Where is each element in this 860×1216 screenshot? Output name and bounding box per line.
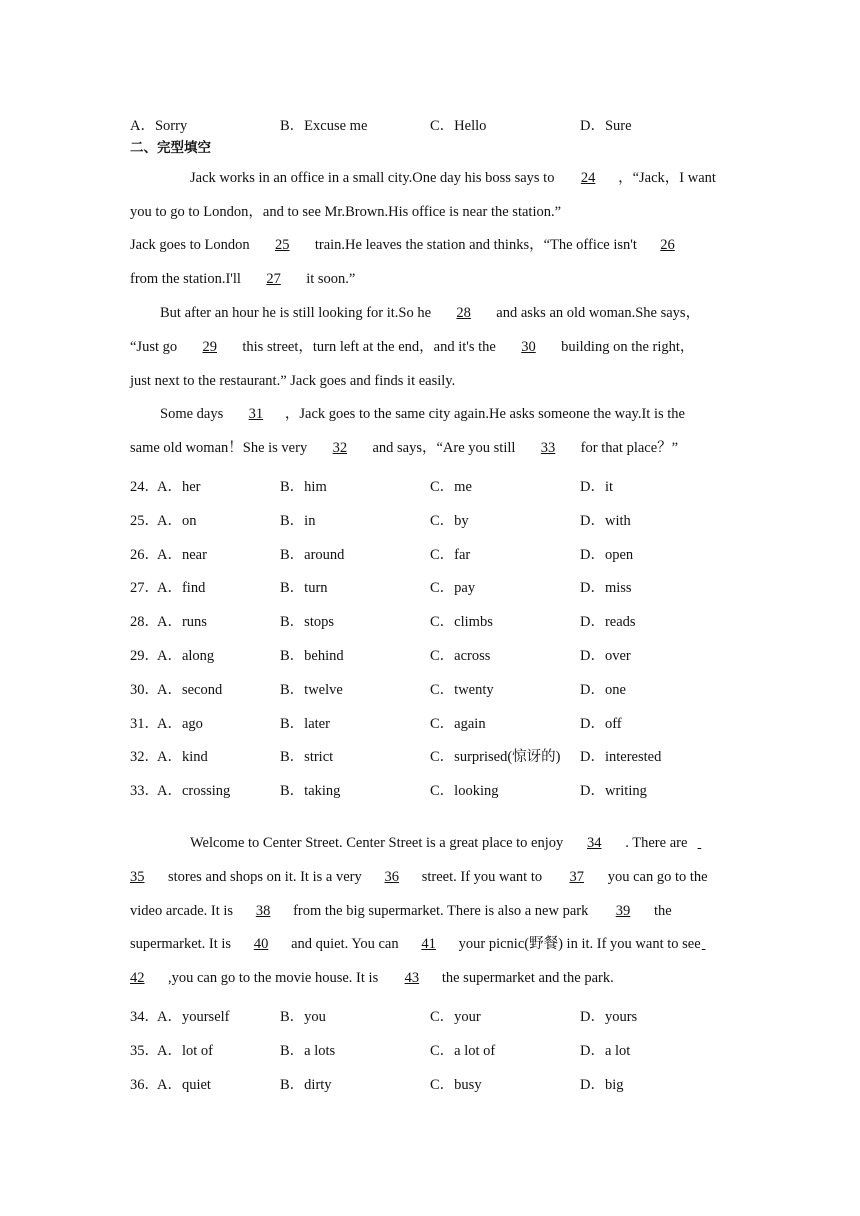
question-number: 34． [130, 1009, 159, 1025]
option-c: C．climbs [430, 614, 493, 630]
passage1-line-9 [130, 441, 678, 456]
option-a: A．lot of [157, 1043, 213, 1059]
option-a: A．runs [157, 614, 207, 630]
option-b: B．strict [280, 749, 334, 765]
blank-26: 26 [660, 237, 675, 253]
option-c: C．a lot of [430, 1043, 496, 1059]
question-row [130, 576, 770, 594]
text: Welcome to Center Street. Center Street is a great place to enjoy [190, 835, 564, 851]
text: and asks an old woman.She says， [492, 305, 701, 321]
option-c: C．busy [430, 1077, 482, 1093]
text: ，“Jack，I want [618, 170, 716, 186]
option-c: C．across [430, 648, 491, 664]
passage1-line-4 [130, 272, 355, 287]
question-row [130, 1039, 770, 1057]
option-a: A．along [157, 648, 215, 664]
option-d: D．interested [580, 749, 662, 765]
blank-38: 38 [255, 903, 271, 919]
option-c: C．surprised(惊讶的) [430, 749, 561, 765]
text: But after an hour he is still looking for it.So he [160, 305, 435, 321]
question-number: 25． [130, 513, 159, 529]
option-a: A．yourself [157, 1009, 230, 1025]
blank-underline [701, 937, 707, 952]
question-number: 35． [130, 1043, 159, 1059]
question-number: 29． [130, 648, 159, 664]
question-number: 31． [130, 716, 159, 732]
option-a: A．near [157, 547, 207, 563]
text: this street，turn left at the end，and it's the [238, 339, 500, 355]
previous-question-options [130, 114, 770, 132]
question-row [130, 745, 770, 763]
blank-34: 34 [587, 835, 602, 851]
question-row [130, 678, 770, 696]
passage1-line-3 [130, 238, 695, 253]
text: train.He leaves the station and thinks，“The office isn't [311, 237, 641, 253]
option-a: A．second [157, 682, 223, 698]
option-c: C．pay [430, 580, 476, 596]
option-d: D．over [580, 648, 631, 664]
blank-39: 39 [615, 903, 631, 919]
question-row [130, 644, 770, 662]
option-c: C．looking [430, 783, 499, 799]
blank-42: 42 [130, 970, 145, 986]
blank-36: 36 [384, 869, 399, 885]
option-b: B．twelve [280, 682, 343, 698]
blank-41: 41 [421, 936, 436, 952]
question-row [130, 543, 770, 561]
passage1-line-7: just next to the restaurant.” Jack goes and finds it easily. [130, 373, 456, 389]
text: from the big supermarket. There is also a new park [293, 903, 592, 919]
option-b: B．you [280, 1009, 326, 1025]
option-b: B．taking [280, 783, 341, 799]
blank-28: 28 [456, 305, 471, 321]
question-row [130, 1073, 770, 1091]
option-d: D．open [580, 547, 634, 563]
option-a: A．quiet [157, 1077, 211, 1093]
option-d: D．miss [580, 580, 632, 596]
question-row [130, 610, 770, 628]
option-b: B．Excuse me [280, 118, 368, 134]
text: supermarket. It is [130, 936, 232, 952]
text: and says，“Are you still [368, 440, 520, 456]
blank-31: 31 [248, 406, 264, 422]
passage2-line-2 [130, 870, 708, 885]
option-c: C．far [430, 547, 471, 563]
text: Jack goes to London [130, 237, 254, 253]
option-c: C．Hello [430, 118, 487, 134]
option-d: D．one [580, 682, 626, 698]
question-row [130, 1005, 770, 1023]
question-number: 33． [130, 783, 159, 799]
text: from the station.I'll [130, 271, 245, 287]
question-row [130, 779, 770, 797]
text: stores and shops on it. It is a very [168, 869, 362, 885]
blank-29: 29 [202, 339, 217, 355]
question-number: 26． [130, 547, 159, 563]
option-d: D．Sure [580, 118, 632, 134]
text: building on the right， [557, 339, 695, 355]
text: Jack works in an office in a small city.One day his boss says to [190, 170, 559, 186]
option-d: D．reads [580, 614, 636, 630]
blank-40: 40 [253, 936, 269, 952]
option-b: B．around [280, 547, 345, 563]
option-b: B．in [280, 513, 316, 529]
text: your picnic(野餐) in it. If you want to see [458, 936, 701, 952]
option-d: D．off [580, 716, 622, 732]
blank-32: 32 [332, 440, 348, 456]
option-d: D．with [580, 513, 631, 529]
option-a: A．ago [157, 716, 203, 732]
blank-27: 27 [266, 271, 281, 287]
question-number: 27． [130, 580, 159, 596]
question-number: 24． [130, 479, 159, 495]
text: “Just go [130, 339, 181, 355]
option-c: C．by [430, 513, 469, 529]
text: . There are [625, 835, 688, 851]
question-row [130, 475, 770, 493]
text: Some days [160, 406, 227, 422]
option-b: B．dirty [280, 1077, 332, 1093]
blank-33: 33 [540, 440, 556, 456]
option-c: C．me [430, 479, 472, 495]
option-a: A．find [157, 580, 206, 596]
text: ,you can go to the movie house. It is [168, 970, 382, 986]
option-b: B．a lots [280, 1043, 336, 1059]
text: the supermarket and the park. [441, 970, 614, 986]
option-a: A．Sorry [130, 118, 188, 134]
option-b: B．behind [280, 648, 344, 664]
blank-underline [687, 836, 711, 851]
text: the [653, 903, 672, 919]
text: for that place？” [577, 440, 679, 456]
option-c: C．twenty [430, 682, 494, 698]
option-a: A．crossing [157, 783, 231, 799]
question-number: 32． [130, 749, 159, 765]
passage2-line-4 [130, 937, 707, 952]
text: you can go to the [607, 869, 708, 885]
option-b: B．stops [280, 614, 334, 630]
text: same old woman！She is very [130, 440, 311, 456]
text: video arcade. It is [130, 903, 234, 919]
option-d: D．a lot [580, 1043, 631, 1059]
option-b: B．him [280, 479, 327, 495]
blank-37: 37 [569, 869, 584, 885]
blank-25: 25 [274, 237, 290, 253]
text: ，Jack goes to the same city again.He asks someone the way.It is the [284, 406, 685, 422]
blank-43: 43 [404, 970, 420, 986]
passage2-line-5 [130, 971, 614, 986]
option-d: D．writing [580, 783, 647, 799]
text: it soon.” [302, 271, 356, 287]
option-b: B．later [280, 716, 330, 732]
option-d: D．it [580, 479, 614, 495]
passage2-line-1 [190, 836, 711, 851]
option-d: D．big [580, 1077, 624, 1093]
question-row [130, 712, 770, 730]
question-row [130, 509, 770, 527]
blank-30: 30 [521, 339, 536, 355]
question-number: 36． [130, 1077, 159, 1093]
text: and quiet. You can [291, 936, 399, 952]
option-c: C．your [430, 1009, 481, 1025]
passage1-line-1 [190, 171, 716, 186]
passage1-line-5 [160, 306, 700, 321]
passage1-line-6 [130, 340, 694, 355]
option-c: C．again [430, 716, 486, 732]
blank-35: 35 [130, 869, 145, 885]
option-d: D．yours [580, 1009, 638, 1025]
passage1-line-2: you to go to London，and to see Mr.Brown.His office is near the station.” [130, 204, 562, 220]
blank-24: 24 [580, 170, 596, 186]
question-number: 28． [130, 614, 159, 630]
section-title: 二、完型填空 [130, 140, 211, 156]
option-a: A．on [157, 513, 197, 529]
option-a: A．her [157, 479, 201, 495]
option-b: B．turn [280, 580, 328, 596]
passage1-line-8 [160, 407, 685, 422]
question-number: 30． [130, 682, 159, 698]
text: street. If you want to [421, 869, 546, 885]
passage2-line-3 [130, 904, 672, 919]
option-a: A．kind [157, 749, 208, 765]
